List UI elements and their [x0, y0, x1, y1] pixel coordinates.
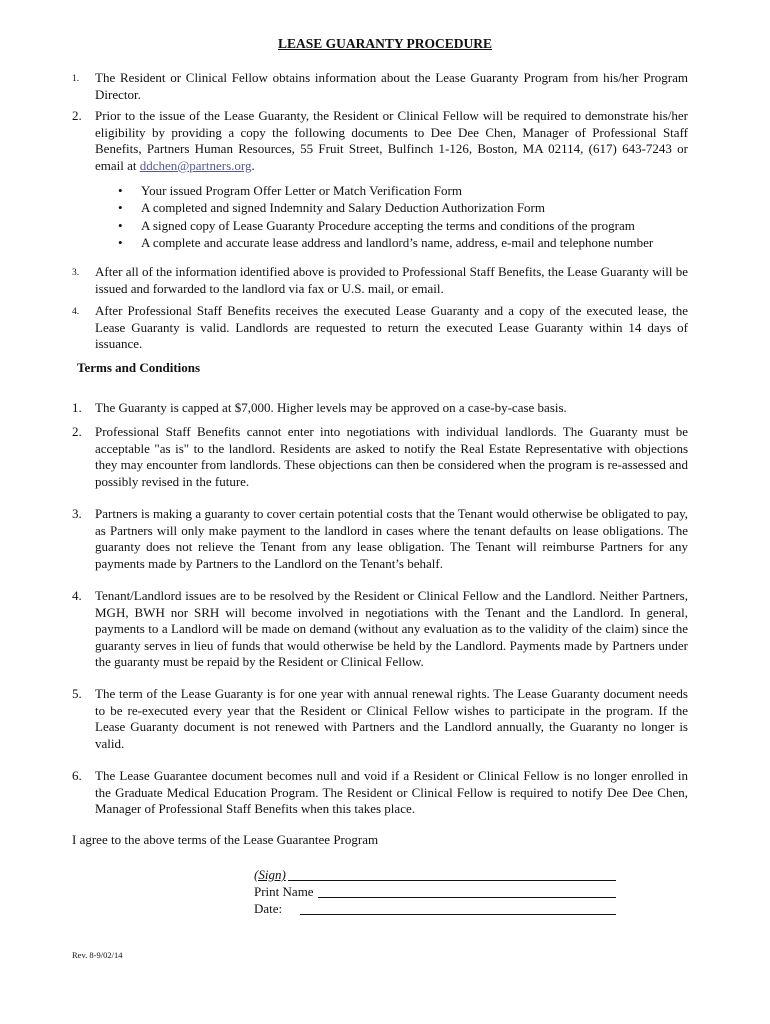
step-number: 2. [72, 108, 82, 123]
term-number: 6. [72, 768, 82, 783]
sign-label: (Sign) [254, 867, 286, 882]
procedure-step-4 [72, 303, 688, 353]
list-item-text: Your issued Program Offer Letter or Match Verification Form [141, 183, 462, 198]
term-text: The Guaranty is capped at $7,000. Higher levels may be approved on a case-by-case basis. [95, 400, 567, 415]
sign-row [254, 866, 286, 883]
email-link[interactable]: ddchen@partners.org [139, 157, 252, 173]
term-5 [72, 686, 688, 752]
print-name-label: Print Name [254, 884, 314, 899]
list-item [118, 182, 698, 199]
list-item-text: A complete and accurate lease address and landlord’s name, address, e-mail and telephone number [141, 235, 654, 251]
date-line[interactable] [300, 914, 616, 915]
term-text: The term of the Lease Guaranty is for one year with annual renewal rights. The Lease Guaranty document needs to be re-executed every year that the Resident or Clinical Fellow wishes to participate in the program. If the Lease Guaranty document is not renewed with Partners and the Landlord annually, the Guaranty no longer is valid. [95, 686, 688, 751]
list-item [118, 234, 698, 251]
revision-note: Rev. 8-9/02/14 [72, 950, 123, 960]
list-item-text: A signed copy of Lease Guaranty Procedure accepting the terms and conditions of the program [141, 217, 635, 233]
bullet-icon: • [118, 235, 123, 251]
terms-heading: Terms and Conditions [77, 360, 201, 375]
bullet-icon: • [118, 217, 123, 233]
step-number: 1. [72, 74, 80, 84]
term-4 [72, 588, 688, 671]
step-text [95, 108, 688, 174]
procedure-step-1 [72, 70, 688, 103]
term-3 [72, 506, 688, 572]
term-text: The Lease Guarantee document becomes null and void if a Resident or Clinical Fellow is no longer enrolled in the Graduate Medical Education Program. The Resident or Clinical Fellow is required to notify Dee Dee Chen, Manager of Professional Staff Benefits when this takes place. [95, 768, 688, 817]
term-number: 3. [72, 506, 82, 521]
bullet-icon: • [118, 183, 123, 198]
term-number: 2. [72, 424, 82, 439]
date-label: Date: [254, 901, 283, 916]
list-item [118, 217, 698, 234]
agreement-statement: I agree to the above terms of the Lease Guarantee Program [72, 832, 379, 847]
step-text-part: Prior to the issue of the Lease Guaranty, the Resident or Clinical Fellow will be required to demonstrate his/her eligibility by providing a copy the following documents to Dee Dee Chen, Manager of Professional Staff Benefits, Partners Human Resources, 55 Fruit Street, Bulfinch 1-126, Boston, MA 02114, (617) 643-7243 or email at [95, 108, 688, 173]
term-number: 4. [72, 588, 82, 603]
term-6 [72, 768, 688, 818]
term-number: 5. [72, 686, 82, 701]
list-item [118, 199, 698, 216]
date-row [254, 900, 282, 917]
term-1 [72, 400, 688, 417]
step-text-part: . [251, 157, 255, 173]
bullet-icon: • [118, 200, 123, 216]
procedure-step-2 [72, 108, 688, 174]
step-number: 3. [72, 268, 80, 278]
list-item-text: A completed and signed Indemnity and Salary Deduction Authorization Form [141, 200, 546, 216]
step-number: 4. [72, 307, 80, 317]
term-text: Professional Staff Benefits cannot enter into negotiations with individual landlords. The Guaranty must be acceptable "as is" to the landlord. Residents are asked to notify the Real Estate Representative with objections they may encounter from landlords. These objections can then be considered when the program is re-assessed and possibly revised in the future. [95, 424, 688, 489]
step-text: The Resident or Clinical Fellow obtains information about the Lease Guaranty Program from his/her Program Director. [95, 70, 688, 102]
required-documents-list [118, 182, 698, 252]
term-text: Partners is making a guaranty to cover certain potential costs that the Tenant would otherwise be obligated to pay, as Partners will only make payment to the landlord in cases where the tenant defaults on lease obligations. The guaranty does not relieve the Tenant from any lease obligation. The Tenant will reimburse Partners for any payments made by Partners to the Landlord on the Tenant’s behalf. [95, 506, 688, 571]
term-number: 1. [72, 400, 82, 415]
term-text: Tenant/Landlord issues are to be resolved by the Resident or Clinical Fellow and the Landlord. Neither Partners, MGH, BWH nor SRH will become involved in negotiations with the Tenant and the Landlord. In general, payments to a Landlord will be made on demand (without any evaluation as to the validity of the claim) since the guaranty serves in lieu of funds that would otherwise be held by the Landlord. Payments made by Partners under the guaranty must be repaid by the Resident or Clinical Fellow. [95, 588, 688, 670]
step-text: After all of the information identified above is provided to Professional Staff Benefits, the Lease Guaranty will be issued and forwarded to the landlord via fax or U.S. mail, or email. [95, 264, 688, 296]
term-2 [72, 424, 688, 490]
print-name-row [254, 883, 314, 900]
sign-line[interactable] [288, 880, 616, 881]
page-title: LEASE GUARANTY PROCEDURE [277, 36, 493, 51]
print-name-line[interactable] [318, 897, 616, 898]
step-text: After Professional Staff Benefits receives the executed Lease Guaranty and a copy of the executed lease, the Lease Guaranty is valid. Landlords are requested to return the executed Lease Guaranty within 14 days of issuance. [95, 303, 688, 352]
procedure-step-3 [72, 264, 688, 297]
